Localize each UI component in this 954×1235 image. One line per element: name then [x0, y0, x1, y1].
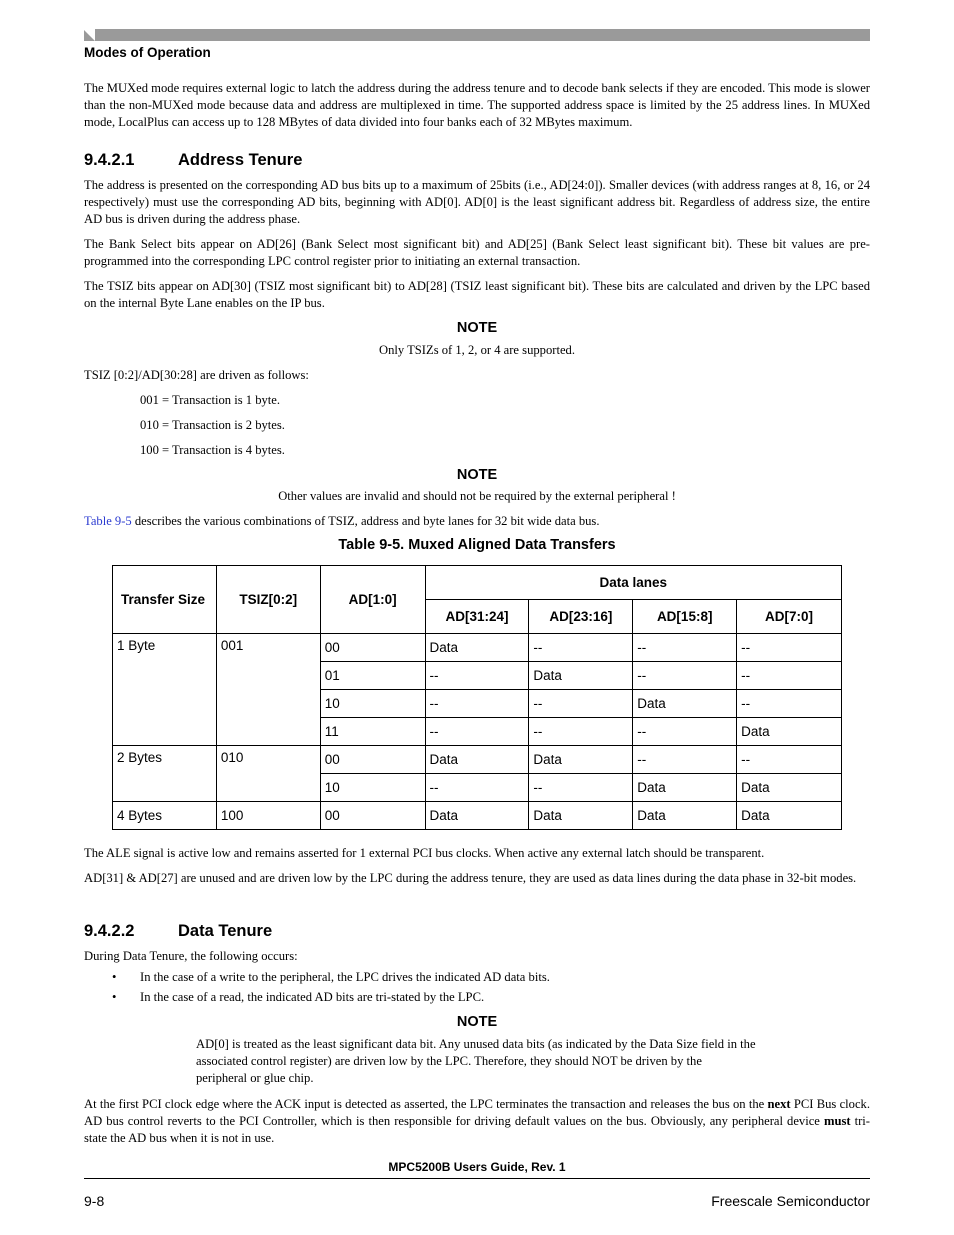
cell-size: 1 Byte	[113, 634, 217, 746]
section-number: 9.4.2.1	[84, 151, 135, 169]
cell-lane: --	[529, 690, 633, 718]
cell-lane: Data	[633, 802, 737, 830]
cell-lane: --	[425, 718, 529, 746]
note-text: Only TSIZs of 1, 2, or 4 are supported.	[379, 343, 575, 357]
cell-lane: --	[633, 746, 737, 774]
section-number: 9.4.2.2	[84, 922, 135, 940]
data-tenure-intro: During Data Tenure, the following occurs:	[84, 949, 298, 963]
cell-ad: 01	[320, 662, 425, 690]
cell-ad: 10	[320, 774, 425, 802]
running-header: Modes of Operation	[84, 45, 211, 60]
note-heading: NOTE	[456, 467, 498, 483]
note-heading: NOTE	[456, 1014, 498, 1030]
cell-lane: --	[633, 634, 737, 662]
section-heading-data-tenure	[84, 922, 272, 941]
header-lane: AD[23:16]	[529, 600, 633, 634]
list-item	[112, 969, 550, 986]
cell-ad: 00	[320, 634, 425, 662]
cell-tsiz: 010	[216, 746, 320, 802]
table-row	[113, 746, 842, 774]
address-paragraph-1: The address is presented on the corresponding AD bus bits up to a maximum of 25bits (i.e., AD[24:0]). Smaller devices (with address ranges at 8, 16, or 24 respectively) must use the corresponding AD bits, beginning with AD[0]. AD[0] is the least significant address bit. Regardless of address size, the entire AD bus is driven during the address phase.	[84, 178, 870, 226]
table-row	[113, 634, 842, 662]
table-reference-text: describes the various combinations of TSIZ, address and byte lanes for 32 bit wide data bus.	[131, 514, 600, 528]
code-line: 100 = Transaction is 4 bytes.	[140, 443, 285, 457]
cell-lane: --	[737, 634, 842, 662]
note-text: Other values are invalid and should not be required by the external peripheral !	[278, 489, 676, 503]
cell-lane: Data	[737, 718, 842, 746]
cell-ad: 10	[320, 690, 425, 718]
cell-lane: --	[633, 662, 737, 690]
header-bar	[84, 29, 870, 41]
cell-lane: Data	[529, 746, 633, 774]
bullet-icon: •	[112, 970, 117, 984]
table-reference-paragraph	[84, 513, 599, 530]
cell-ad: 00	[320, 802, 425, 830]
final-text: PCI Bus clock. AD bus control reverts to the PCI Controller, which is then responsible for driving default values on the bus. Obviously, any peripheral device	[84, 1097, 871, 1128]
note-heading: NOTE	[456, 320, 498, 336]
page-number: 9-8	[84, 1193, 105, 1209]
cell-lane: Data	[529, 802, 633, 830]
intro-paragraph: The MUXed mode requires external logic to latch the address during the address tenure and to decode bank selects if they are encoded. This mode is slower than the non-MUXed mode because data and address are multiplexed in time. The supported address space is limited by the 25 address lines. In MUXed mode, LocalPlus can access up to 128 MBytes of data divided into four banks each of 32 MBytes maximum.	[84, 81, 870, 129]
code-line: 010 = Transaction is 2 bytes.	[140, 418, 285, 432]
cell-ad: 00	[320, 746, 425, 774]
table-row	[113, 802, 842, 830]
company-name: Freescale Semiconductor	[711, 1193, 870, 1209]
list-item-text: In the case of a write to the peripheral, the LPC drives the indicated AD data bits.	[140, 970, 550, 984]
header-lane: AD[7:0]	[737, 600, 842, 634]
address-paragraph-3: The TSIZ bits appear on AD[30] (TSIZ most significant bit) to AD[28] (TSIZ least significant bit). These bits are calculated and driven by the LPC based on the internal Byte Lane enables on the IP bus.	[84, 279, 870, 310]
cell-lane: Data	[633, 774, 737, 802]
document-title: MPC5200B Users Guide, Rev. 1	[388, 1160, 566, 1174]
bullet-icon: •	[112, 990, 117, 1004]
cell-lane: --	[529, 774, 633, 802]
cell-size: 4 Bytes	[113, 802, 217, 830]
cell-lane: Data	[425, 746, 529, 774]
section-title: Address Tenure	[178, 151, 303, 169]
footer-rule	[84, 1178, 870, 1179]
final-text: At the first PCI clock edge where the ACK input is detected as asserted, the LPC terminates the transaction and releases the bus on the	[84, 1097, 768, 1111]
cell-lane: --	[737, 690, 842, 718]
cell-lane: --	[425, 690, 529, 718]
header-tsiz: TSIZ[0:2]	[216, 566, 320, 634]
list-item	[112, 989, 484, 1006]
cell-lane: Data	[529, 662, 633, 690]
cell-lane: Data	[737, 774, 842, 802]
cell-tsiz: 001	[216, 634, 320, 746]
cell-lane: --	[529, 634, 633, 662]
section-heading-address-tenure	[84, 151, 302, 170]
ad-unused-paragraph: AD[31] & AD[27] are unused and are driven low by the LPC during the address tenure, they are used as data lines during the data phase in 32-bit modes.	[84, 871, 857, 885]
cell-lane: Data	[633, 690, 737, 718]
table-link[interactable]: Table 9-5	[84, 514, 132, 528]
emphasis-next: next	[767, 1097, 791, 1111]
data-transfer-table	[112, 565, 842, 830]
cell-lane: Data	[425, 634, 529, 662]
final-paragraph	[84, 1096, 870, 1147]
note-text: AD[0] is treated as the least significant data bit. Any unused data bits (as indicated by the Data Size field in the associated control register) are driven low by the LPC. Therefore, they should NOT be driven by the peripheral or glue chip.	[196, 1037, 756, 1085]
cell-tsiz: 100	[216, 802, 320, 830]
final-text: tri-state the AD bus when it is not in use.	[84, 1114, 870, 1145]
cell-size: 2 Bytes	[113, 746, 217, 802]
cell-lane: --	[529, 718, 633, 746]
cell-lane: --	[425, 662, 529, 690]
cell-ad: 11	[320, 718, 425, 746]
cell-lane: --	[425, 774, 529, 802]
cell-lane: Data	[737, 802, 842, 830]
header-transfer-size: Transfer Size	[113, 566, 217, 634]
header-lane: AD[15:8]	[633, 600, 737, 634]
cell-lane: --	[737, 746, 842, 774]
section-title: Data Tenure	[178, 922, 273, 940]
cell-lane: --	[633, 718, 737, 746]
address-paragraph-2: The Bank Select bits appear on AD[26] (Bank Select most significant bit) and AD[25] (Bank Select least significant bit). These bit values are pre-programmed into the corresponding LPC control register prior to initiating an external transaction.	[84, 237, 870, 268]
emphasis-must: must	[823, 1114, 851, 1128]
cell-lane: Data	[425, 802, 529, 830]
code-line: 001 = Transaction is 1 byte.	[140, 393, 281, 407]
header-lane: AD[31:24]	[425, 600, 529, 634]
header-ad: AD[1:0]	[320, 566, 425, 634]
table-caption: Table 9-5. Muxed Aligned Data Transfers	[338, 537, 616, 553]
ale-paragraph: The ALE signal is active low and remains asserted for 1 external PCI bus clocks. When active any external latch should be transparent.	[84, 846, 765, 860]
cell-lane: --	[737, 662, 842, 690]
header-data-lanes: Data lanes	[425, 566, 841, 600]
tsiz-intro: TSIZ [0:2]/AD[30:28] are driven as follows:	[84, 368, 309, 382]
list-item-text: In the case of a read, the indicated AD bits are tri-stated by the LPC.	[140, 990, 485, 1004]
